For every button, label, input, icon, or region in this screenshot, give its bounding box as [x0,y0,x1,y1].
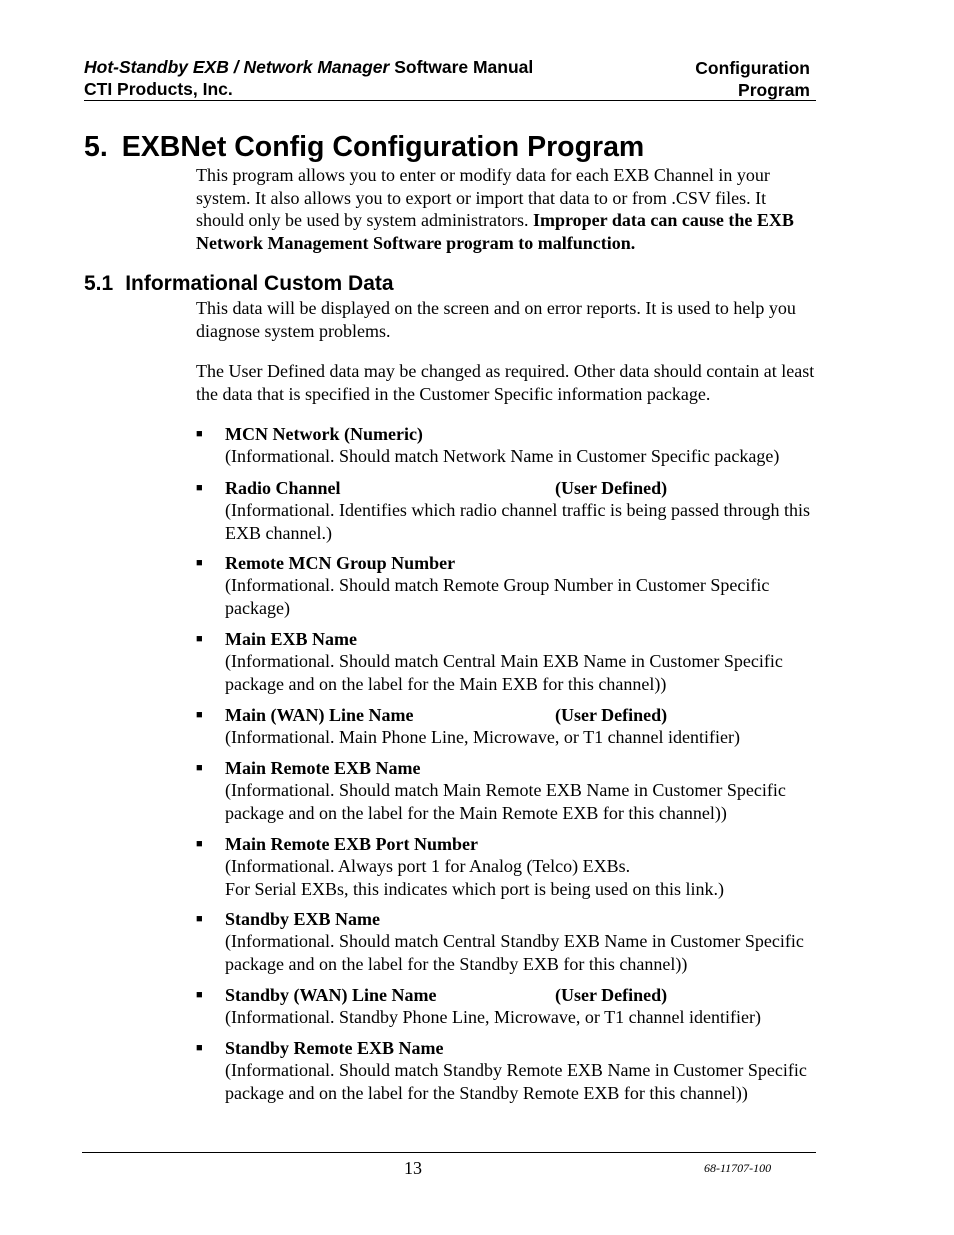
intro-paragraph [196,164,816,254]
bullet-icon: ■ [196,482,203,494]
list-item [196,908,816,975]
field-name [225,477,816,499]
field-title: Main Remote EXB Port Number [225,834,478,854]
field-description: (Informational. Should match Central Standby EXB Name in Customer Specific package and on the label for the Standby EXB for this channel)) [225,931,804,974]
company-name: CTI Products, Inc. [84,79,233,99]
field-description: (Informational. Standby Phone Line, Microwave, or T1 channel identifier) [225,1007,762,1028]
field-description: (Informational. Main Phone Line, Microwave, or T1 channel identifier) [225,727,741,748]
field-description: (Informational. Always port 1 for Analog (Telco) EXBs. [225,856,631,877]
field-description: (Informational. Should match Remote Group Number in Customer Specific package) [225,575,770,618]
list-item [196,833,816,900]
list-item [196,477,816,544]
header-section-name [610,57,810,101]
field-title: Standby Remote EXB Name [225,1038,444,1058]
list-item [196,552,816,619]
field-description: (Informational. Should match Standby Remote EXB Name in Customer Specific package and on the label for the Standby Remote EXB for this channel)) [225,1060,807,1103]
section-title: Informational Custom Data [125,272,394,295]
list-item [196,423,816,468]
bullet-icon: ■ [196,838,203,850]
section-number: 5.1 [84,272,114,295]
chapter-heading [84,127,644,167]
field-title: Main Remote EXB Name [225,758,421,778]
field-description-continued: For Serial EXBs, this indicates which port is being used on this link.) [225,878,724,899]
field-tag: (User Defined) [555,985,668,1005]
bullet-icon: ■ [196,633,203,645]
field-title: Standby (WAN) Line Name [225,985,437,1005]
field-name [225,833,816,855]
list-item [196,704,816,749]
bullet-icon: ■ [196,762,203,774]
list-item [196,757,816,824]
bullet-icon: ■ [196,913,203,925]
field-title: Standby EXB Name [225,909,381,929]
field-name [225,1037,816,1059]
field-name [225,984,816,1006]
document-number: 68-11707-100 [704,1161,772,1175]
page-number: 13 [404,1158,422,1178]
field-title: Remote MCN Group Number [225,553,456,573]
section-paragraph-1: This data will be displayed on the screen and on error reports. It is used to help you diagnose system problems. [196,298,796,341]
chapter-number: 5. [84,131,108,163]
field-description: (Informational. Should match Network Name in Customer Specific package) [225,446,780,467]
field-description: (Informational. Identifies which radio channel traffic is being passed through this EXB channel.) [225,500,810,543]
field-name [225,552,816,574]
header-section-line1: Configuration [695,58,810,78]
field-description: (Informational. Should match Main Remote EXB Name in Customer Specific package and on the label for the Main Remote EXB for this channel)) [225,780,786,823]
section-heading [84,271,394,297]
field-title: Main (WAN) Line Name [225,705,414,725]
field-title: Radio Channel [225,478,341,498]
bullet-icon: ■ [196,428,203,440]
intro-warning: Improper data can cause the EXB Network Management Software program to malfunction. [196,210,794,253]
header-divider [84,100,816,101]
field-tag: (User Defined) [555,478,668,498]
field-name [225,628,816,650]
manual-type: Software Manual [394,57,534,77]
field-title: Main EXB Name [225,629,357,649]
header-section-line2: Program [738,80,810,100]
field-name [225,423,816,445]
product-name: Hot-Standby EXB / Network Manager [84,57,390,77]
bullet-icon: ■ [196,709,203,721]
list-item [196,984,816,1029]
bullet-icon: ■ [196,557,203,569]
manual-title [84,56,604,78]
field-description: (Informational. Should match Central Main EXB Name in Customer Specific package and on the label for the Main EXB for this channel)) [225,651,783,694]
field-tag: (User Defined) [555,705,668,725]
field-name [225,704,816,726]
field-name [225,908,816,930]
bullet-icon: ■ [196,1042,203,1054]
section-paragraph-2: The User Defined data may be changed as required. Other data should contain at least the data that is specified in the Customer Specific information package. [196,361,815,404]
list-item [196,1037,816,1104]
field-name [225,757,816,779]
footer-divider [82,1152,816,1153]
chapter-title: EXBNet Config Configuration Program [121,131,645,163]
field-title: MCN Network (Numeric) [225,424,423,444]
list-item [196,628,816,695]
bullet-icon: ■ [196,989,203,1001]
intro-text: This program allows you to enter or modify data for each EXB Channel in your system. It also allows you to export or import that data to or from .CSV files. It should only be used by system administrators. [196,165,770,230]
running-header [84,56,604,100]
